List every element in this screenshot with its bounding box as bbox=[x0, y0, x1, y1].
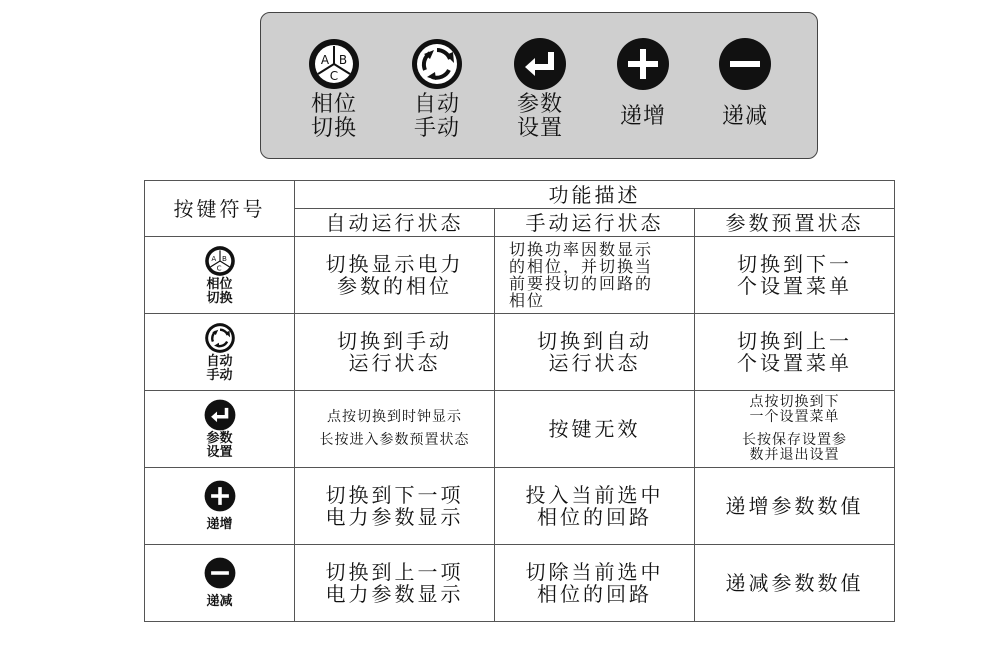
table-row bbox=[145, 314, 895, 391]
key-symbol-label: 相位 切换 bbox=[206, 276, 233, 306]
auto-mode-cell: 切换到手动 运行状态 bbox=[295, 314, 495, 391]
plus-icon bbox=[204, 480, 236, 512]
key-symbol-cell bbox=[145, 237, 295, 314]
manual-mode-cell: 切除当前选中 相位的回路 bbox=[495, 545, 695, 622]
key-auto-manual[interactable] bbox=[397, 37, 477, 141]
refresh-cycle-icon bbox=[204, 322, 236, 354]
key-label: 相位 切换 bbox=[310, 92, 357, 141]
table-row bbox=[145, 391, 895, 468]
manual-mode-cell: 切换功率因数显示 的相位，并切换当 前要投切的回路的 相位 bbox=[495, 237, 695, 314]
function-table bbox=[144, 180, 895, 622]
key-symbol-label: 递增 bbox=[206, 517, 233, 532]
auto-mode-line: 长按进入参数预置状态 bbox=[319, 432, 470, 448]
key-increase[interactable] bbox=[603, 37, 683, 129]
auto-mode-cell: 切换到上一项 电力参数显示 bbox=[295, 545, 495, 622]
preset-mode-part: 点按切换到下 一个设置菜单 bbox=[749, 394, 840, 425]
key-panel bbox=[260, 12, 818, 159]
auto-mode-header: 自动运行状态 bbox=[295, 209, 495, 237]
auto-mode-cell: 切换显示电力 参数的相位 bbox=[295, 237, 495, 314]
auto-mode-cell bbox=[295, 391, 495, 468]
preset-mode-header: 参数预置状态 bbox=[695, 209, 895, 237]
manual-mode-cell: 按键无效 bbox=[495, 391, 695, 468]
preset-mode-cell bbox=[695, 391, 895, 468]
table-row bbox=[145, 237, 895, 314]
key-symbol-cell bbox=[145, 391, 295, 468]
key-label: 参数 设置 bbox=[516, 92, 563, 141]
key-label: 递增 bbox=[619, 104, 666, 129]
key-phase-switch[interactable] bbox=[294, 37, 374, 141]
key-symbol-cell bbox=[145, 314, 295, 391]
enter-arrow-icon[interactable] bbox=[513, 37, 567, 91]
key-decrease[interactable] bbox=[705, 37, 785, 129]
key-param-set[interactable] bbox=[500, 37, 580, 141]
preset-mode-cell: 递减参数数值 bbox=[695, 545, 895, 622]
function-desc-header: 功能描述 bbox=[295, 181, 895, 209]
key-symbol-header: 按键符号 bbox=[145, 181, 295, 237]
table-row bbox=[145, 468, 895, 545]
key-symbol-label: 自动 手动 bbox=[206, 353, 233, 383]
minus-icon bbox=[204, 557, 236, 589]
key-symbol-label: 参数 设置 bbox=[206, 430, 233, 460]
key-symbol-cell bbox=[145, 545, 295, 622]
preset-mode-cell: 切换到上一 个设置菜单 bbox=[695, 314, 895, 391]
key-label: 自动 手动 bbox=[413, 92, 460, 141]
manual-mode-header: 手动运行状态 bbox=[495, 209, 695, 237]
key-label: 递减 bbox=[721, 104, 768, 129]
minus-icon[interactable] bbox=[718, 37, 772, 91]
auto-mode-line: 点按切换到时钟显示 bbox=[327, 409, 462, 425]
abc-phase-icon[interactable] bbox=[307, 37, 361, 91]
abc-phase-icon bbox=[204, 245, 236, 277]
manual-mode-cell: 切换到自动 运行状态 bbox=[495, 314, 695, 391]
key-symbol-cell bbox=[145, 468, 295, 545]
manual-mode-cell: 投入当前选中 相位的回路 bbox=[495, 468, 695, 545]
plus-icon[interactable] bbox=[616, 37, 670, 91]
auto-mode-cell: 切换到下一项 电力参数显示 bbox=[295, 468, 495, 545]
table-row bbox=[145, 545, 895, 622]
preset-mode-cell: 递增参数数值 bbox=[695, 468, 895, 545]
preset-mode-cell: 切换到下一 个设置菜单 bbox=[695, 237, 895, 314]
enter-arrow-icon bbox=[204, 399, 236, 431]
refresh-cycle-icon[interactable] bbox=[410, 37, 464, 91]
key-symbol-label: 递减 bbox=[206, 594, 233, 609]
preset-mode-part: 长按保存设置参 数并退出设置 bbox=[742, 432, 847, 463]
